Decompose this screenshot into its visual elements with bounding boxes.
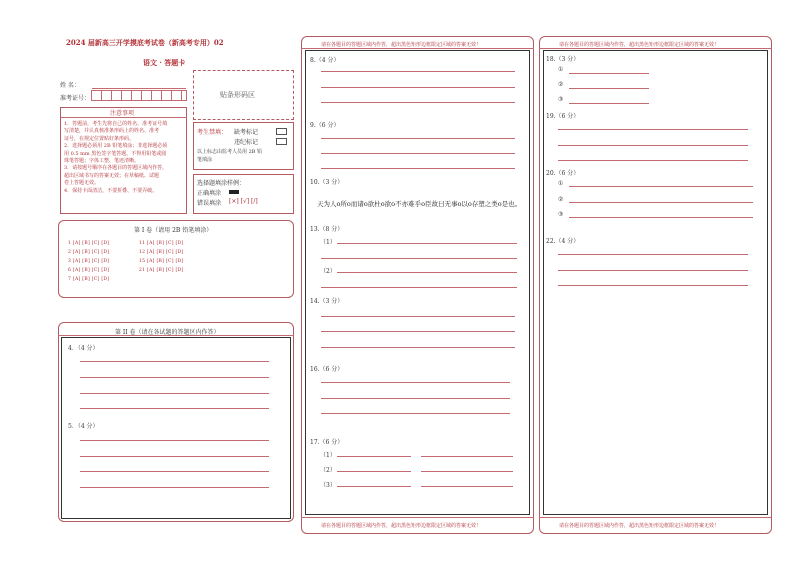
answer-line[interactable] xyxy=(569,217,753,218)
notice-item: 1．答题前，考生先将自己的姓名，准考证号填 xyxy=(64,121,168,127)
answer-line[interactable] xyxy=(558,129,748,130)
answer-line[interactable] xyxy=(321,398,510,399)
answer-line[interactable] xyxy=(337,471,411,472)
notice-item: 卷上答题无效。 xyxy=(64,180,100,187)
q18-label: 18.（3 分） xyxy=(546,56,580,63)
answer-line[interactable] xyxy=(321,153,515,154)
notice-item: 3．请按题号顺序在各题目的答题区域内作答， xyxy=(64,165,168,172)
sub-label: （2） xyxy=(320,268,336,275)
notice-item: 证号，在规定位置贴好条形码。 xyxy=(64,135,135,142)
answer-line[interactable] xyxy=(321,102,515,103)
right-top-warning: 请在各题目的答题区域内作答，超出黑色矩形边框限定区域的答案无效！ xyxy=(559,42,720,48)
answer-line[interactable] xyxy=(421,471,513,472)
answer-line[interactable] xyxy=(558,285,748,286)
middle-bottom-warning: 请在各题目的答题区域内作答，超出黑色矩形边框限定区域的答案无效！ xyxy=(321,523,482,529)
barcode-label: 贴条形码区 xyxy=(220,91,255,99)
id-label: 准考证号： xyxy=(60,95,91,102)
sub-label: （2） xyxy=(320,467,336,474)
notice-item: 珠笔答题；字体工整、笔迹清晰。 xyxy=(64,158,140,165)
q10-label: 10.（3 分） xyxy=(310,179,344,186)
choice-row[interactable]: 7 [A] [B] [C] [D] xyxy=(68,277,110,282)
absent-note: 笔填涂 xyxy=(197,157,213,163)
answer-line[interactable] xyxy=(80,377,269,378)
answer-line[interactable] xyxy=(321,347,515,348)
choice-row[interactable]: 21 [A] [B] [C] [D] xyxy=(139,268,184,273)
violation-checkbox[interactable] xyxy=(276,138,287,145)
answer-line[interactable] xyxy=(421,486,513,487)
answer-line[interactable] xyxy=(321,258,517,259)
notice-item: 4．保持卡面清洁，不要折叠、不要弄破。 xyxy=(64,187,158,194)
answer-line[interactable] xyxy=(421,456,513,457)
answer-line[interactable] xyxy=(569,73,649,74)
answer-line[interactable] xyxy=(80,440,269,441)
correct-label: 正确填涂 xyxy=(197,190,222,197)
circled-label: ③ xyxy=(558,96,564,103)
answer-line[interactable] xyxy=(558,254,748,255)
answer-line[interactable] xyxy=(321,287,517,288)
answer-line[interactable] xyxy=(80,361,269,362)
choice-row[interactable]: 1 [A] [B] [C] [D] xyxy=(68,241,110,246)
q22-label: 22.（4 分） xyxy=(546,238,580,245)
absent-label: 考生禁填： xyxy=(197,129,228,136)
sub-label: （3） xyxy=(320,482,336,489)
q5-label: 5．（4 分） xyxy=(68,423,99,430)
circled-label: ② xyxy=(558,196,564,203)
answer-line[interactable] xyxy=(337,486,411,487)
circled-label: ② xyxy=(558,81,564,88)
answer-line[interactable] xyxy=(569,202,753,203)
answer-line[interactable] xyxy=(321,413,510,414)
q10-passage[interactable]: 天为人o所o而诸o欲杜o欲o不亦难乎o臣故曰无事o以o存塑之类o是也。 xyxy=(317,200,522,208)
answer-line[interactable] xyxy=(321,87,515,88)
answer-line[interactable] xyxy=(569,103,649,104)
notice-item: 用 0.5 mm 黑色签字笔答题，不得用铅笔或圆 xyxy=(64,150,167,157)
choice-row[interactable]: 11 [A] [B] [C] [D] xyxy=(139,241,184,246)
answer-line[interactable] xyxy=(569,88,649,89)
wrong-label: 错误填涂 xyxy=(197,200,222,207)
q19-label: 19.（6 分） xyxy=(546,113,580,120)
q4-label: 4．（4 分） xyxy=(68,345,99,352)
wrong-marks: [×] [√] [/] xyxy=(229,198,258,205)
card-subtitle: 语文 · 答题卡 xyxy=(143,58,186,67)
choice-row[interactable]: 3 [A] [B] [C] [D] xyxy=(68,259,110,264)
part2-title: 第 II 卷（请在各试题的答题区内作答） xyxy=(115,329,220,336)
answer-line[interactable] xyxy=(321,138,515,139)
circled-label: ③ xyxy=(558,211,564,218)
answer-line[interactable] xyxy=(321,168,515,169)
middle-top-warning: 请在各题目的答题区域内作答，超出黑色矩形边框限定区域的答案无效！ xyxy=(321,42,482,48)
circled-label: ① xyxy=(558,66,564,73)
missing-checkbox[interactable] xyxy=(276,128,287,135)
choice-row[interactable]: 2 [A] [B] [C] [D] xyxy=(68,250,110,255)
answer-line[interactable] xyxy=(558,270,748,271)
answer-line[interactable] xyxy=(80,456,269,457)
answer-line[interactable] xyxy=(558,160,748,161)
name-label: 姓 名： xyxy=(60,82,80,89)
answer-line[interactable] xyxy=(558,145,748,146)
sub-label: （1） xyxy=(320,452,336,459)
answer-line[interactable] xyxy=(80,393,269,394)
answer-line[interactable] xyxy=(321,71,515,72)
answer-line[interactable] xyxy=(80,487,269,488)
q14-label: 14.（3 分） xyxy=(310,298,344,305)
q13-label: 13.（8 分） xyxy=(310,226,344,233)
answer-line[interactable] xyxy=(337,272,517,273)
violation-label: 违纪标记 xyxy=(234,139,259,146)
sub-label: （1） xyxy=(320,239,336,246)
q9-label: 9.（6 分） xyxy=(310,122,340,129)
q16-label: 16.（6 分） xyxy=(310,366,344,373)
correct-mark xyxy=(229,190,239,194)
part1-col1[interactable] xyxy=(68,241,109,282)
answer-line[interactable] xyxy=(321,331,515,332)
q20-label: 20.（6 分） xyxy=(546,170,580,177)
absent-note: 以上标志由监考人员用 2B 铅 xyxy=(197,149,263,155)
notice-item: 写清楚，并认真核准条形码上的姓名、准考 xyxy=(64,128,160,135)
notice-item: 超出区域书写的答案无效；在草稿纸、试题 xyxy=(64,172,160,179)
q17-label: 17.（6 分） xyxy=(310,439,344,446)
part1-title: 第 I 卷（请用 2B 铅笔填涂） xyxy=(134,227,213,234)
exam-title: 2024 届新高三开学摸底考试卷（新高考专用）02 xyxy=(66,38,224,47)
notice-item: 2．选择题必须用 2B 铅笔填涂；非选择题必须 xyxy=(64,143,168,150)
answer-line[interactable] xyxy=(80,408,269,409)
answer-line[interactable] xyxy=(321,382,510,383)
answer-line[interactable] xyxy=(569,186,753,187)
id-boxes[interactable] xyxy=(91,90,187,101)
answer-line[interactable] xyxy=(80,471,269,472)
part1-col2[interactable] xyxy=(139,241,184,273)
answer-line[interactable] xyxy=(337,243,517,244)
name-field[interactable] xyxy=(92,88,186,89)
answer-line[interactable] xyxy=(337,456,411,457)
q8-label: 8.（4 分） xyxy=(310,57,340,64)
fill-sample-title: 选择题填涂样例： xyxy=(197,180,246,187)
choice-row[interactable]: 12 [A] [B] [C] [D] xyxy=(139,250,184,255)
missing-label: 缺考标记 xyxy=(234,129,259,136)
notice-list xyxy=(64,121,167,195)
answer-line[interactable] xyxy=(321,316,515,317)
choice-row[interactable]: 15 [A] [B] [C] [D] xyxy=(139,259,184,264)
right-bottom-warning: 请在各题目的答题区域内作答，超出黑色矩形边框限定区域的答案无效！ xyxy=(559,523,720,529)
circled-label: ① xyxy=(558,180,564,187)
notice-heading: 注意事项 xyxy=(110,110,135,117)
choice-row[interactable]: 6 [A] [B] [C] [D] xyxy=(68,268,110,273)
